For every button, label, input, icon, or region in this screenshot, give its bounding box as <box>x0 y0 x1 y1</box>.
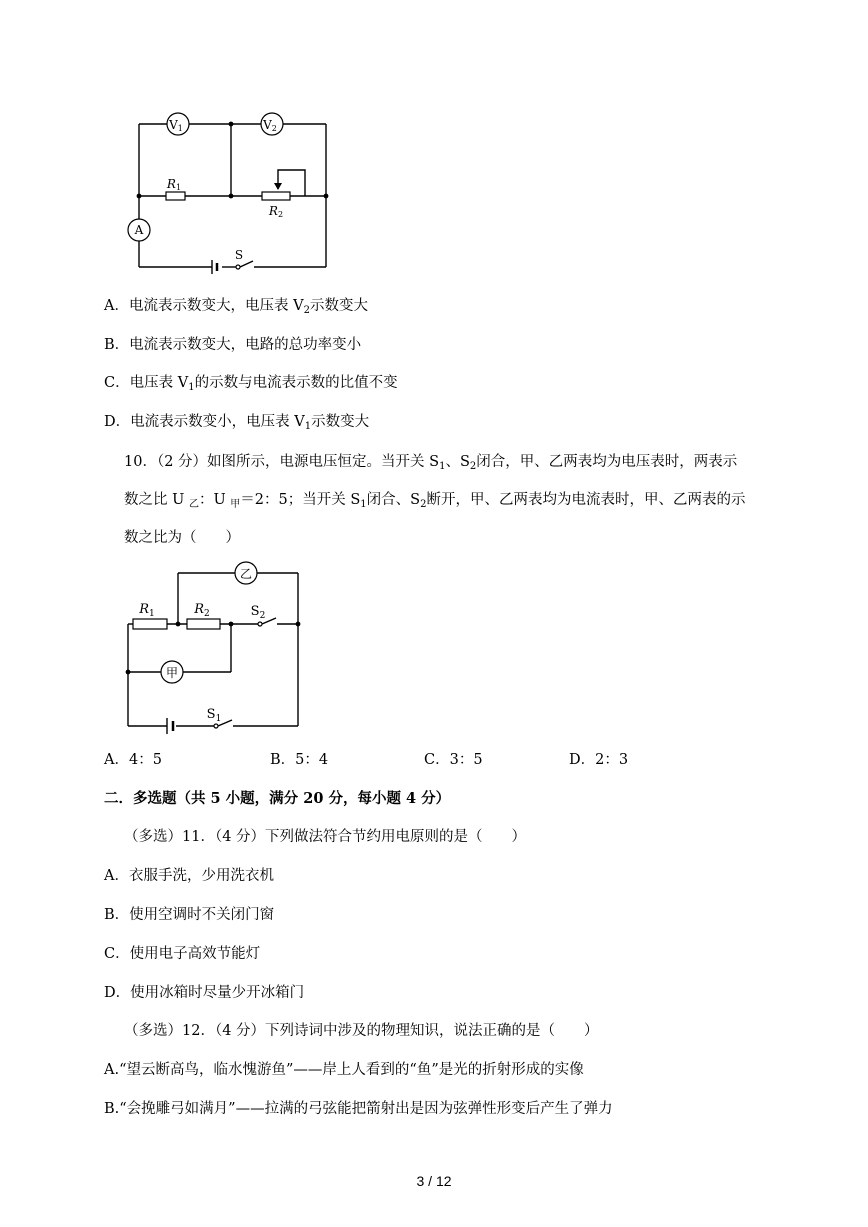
text-segment: 闭合、S <box>366 492 421 508</box>
option-key: D． <box>104 414 131 430</box>
svg-text:R2: R2 <box>268 204 284 219</box>
option-text: 衣服手洗，少用洗衣机 <box>128 868 274 884</box>
circuit2-r2-label: R <box>194 602 205 617</box>
current-page: 3 <box>416 1173 425 1189</box>
option-key: A． <box>104 868 129 884</box>
circuit1-v2-meter: V <box>263 118 272 132</box>
option-key: B. <box>104 1101 120 1117</box>
option-text: 使用电子高效节能灯 <box>129 946 261 962</box>
section-2-heading: 二．多选题（共 5 小题，满分 20 分，每小题 4 分） <box>104 790 451 807</box>
q11-stem: （多选）11．（4 分）下列做法符合节约用电原则的是（ ） <box>124 829 527 845</box>
q10-stem-line-3: 数之比为（ ） <box>124 530 240 546</box>
text-segment: 闭合，甲、乙两表均为电压表时，两表示 <box>476 454 738 470</box>
text-segment: 10．（2 分）如图所示，电源电压恒定。当开关 S <box>124 454 440 470</box>
svg-text:S2: $S_2$ <box>250 604 266 621</box>
total-pages: 12 <box>435 1173 452 1189</box>
circuit1-switch-label: S <box>234 248 244 262</box>
svg-text:V2: V2 <box>263 118 277 133</box>
text-segment: 示数变大 <box>311 414 370 430</box>
q11-option-b[interactable] <box>104 905 274 925</box>
option-text: 2：3 <box>595 752 629 768</box>
text-segment: 断开，甲、乙两表均为电流表时，甲、乙两表的示 <box>426 492 746 508</box>
option-key: D． <box>104 985 131 1001</box>
q11-option-d[interactable] <box>104 983 304 1003</box>
subscript: 1 <box>188 382 195 393</box>
option-key: A. <box>104 1062 120 1078</box>
subscript: 2 <box>420 499 427 510</box>
svg-text:V1: V1 <box>169 118 183 133</box>
option-key: C． <box>104 946 130 962</box>
circuit2-jia-meter: 甲 <box>165 666 179 680</box>
option-text: 5：4 <box>295 752 329 768</box>
svg-text:R1: $R_1$ <box>139 602 155 619</box>
circuit1-v1-meter: V <box>169 118 178 132</box>
page-number: 3 / 12 <box>416 1173 452 1189</box>
option-text: “会挽雕弓如满月”——拉满的弓弦能把箭射出是因为弦弹性形变后产生了弹力 <box>119 1101 613 1117</box>
text-segment: 电流表示数变大，电压表 V <box>128 298 304 314</box>
option-text: 4：5 <box>128 752 162 768</box>
circuit2-s2-label: S <box>250 604 260 619</box>
q11-option-c[interactable] <box>104 944 260 964</box>
option-text: 3：5 <box>449 752 483 768</box>
svg-text:R1: R1 <box>166 177 182 192</box>
option-key: A． <box>104 752 129 768</box>
subscript: 1 <box>360 499 367 510</box>
svg-text:S1: $S_1$ <box>206 707 222 724</box>
circuit2-yi-meter: 乙 <box>239 567 253 581</box>
q12-option-b[interactable] <box>104 1099 613 1119</box>
text-segment: 电流表示数变大，电路的总功率变小 <box>129 337 362 353</box>
text-segment: 电流表示数变小，电压表 V <box>130 414 305 430</box>
subscript: 2 <box>469 461 477 472</box>
option-text: “望云断高鸟，临水愧游鱼”——岸上人看到的“鱼”是光的折射形成的实像 <box>119 1062 584 1078</box>
q12-stem: （多选）12．（4 分）下列诗词中涉及的物理知识，说法正确的是（ ） <box>124 1023 599 1039</box>
option-key: C． <box>424 752 450 768</box>
option-key: B． <box>270 752 296 768</box>
q10-option-c[interactable] <box>424 750 483 770</box>
q11-option-a[interactable] <box>104 866 274 886</box>
subscript: 2 <box>303 305 310 316</box>
circuit2-s1-label: S <box>206 707 216 722</box>
text-segment: ＝2：5；当开关 S <box>240 492 361 508</box>
text-segment: 、S <box>445 454 470 470</box>
circuit1-ammeter: A <box>134 223 144 237</box>
subscript: 乙 <box>188 499 199 510</box>
option-key: B． <box>104 337 130 353</box>
q12-option-a[interactable] <box>104 1060 584 1080</box>
circuit2-r1-label: R <box>139 602 150 617</box>
q10-option-d[interactable] <box>569 750 628 770</box>
q10-option-b[interactable] <box>270 750 328 770</box>
svg-text:R2: $R_2$ <box>194 602 210 619</box>
text-segment: 数之比 U <box>124 492 189 508</box>
option-key: C． <box>104 375 130 391</box>
option-key: D． <box>569 752 596 768</box>
text-segment: 电压表 V <box>129 375 189 391</box>
text-segment: ：U <box>198 492 231 508</box>
option-text: 使用冰箱时尽量少开冰箱门 <box>130 985 305 1001</box>
subscript: 1 <box>304 421 312 432</box>
subscript: 甲 <box>230 499 241 510</box>
option-key: B． <box>104 907 130 923</box>
text-segment: 示数变大 <box>309 298 368 314</box>
option-key: A． <box>104 298 129 314</box>
text-segment: 的示数与电流表示数的比值不变 <box>194 375 398 391</box>
option-text: 使用空调时不关闭门窗 <box>129 907 275 923</box>
subscript: 1 <box>439 461 446 472</box>
circuit1-r1-label: R <box>166 177 176 191</box>
q10-option-a[interactable] <box>104 750 162 770</box>
circuit1-r2-label: R <box>268 204 278 218</box>
